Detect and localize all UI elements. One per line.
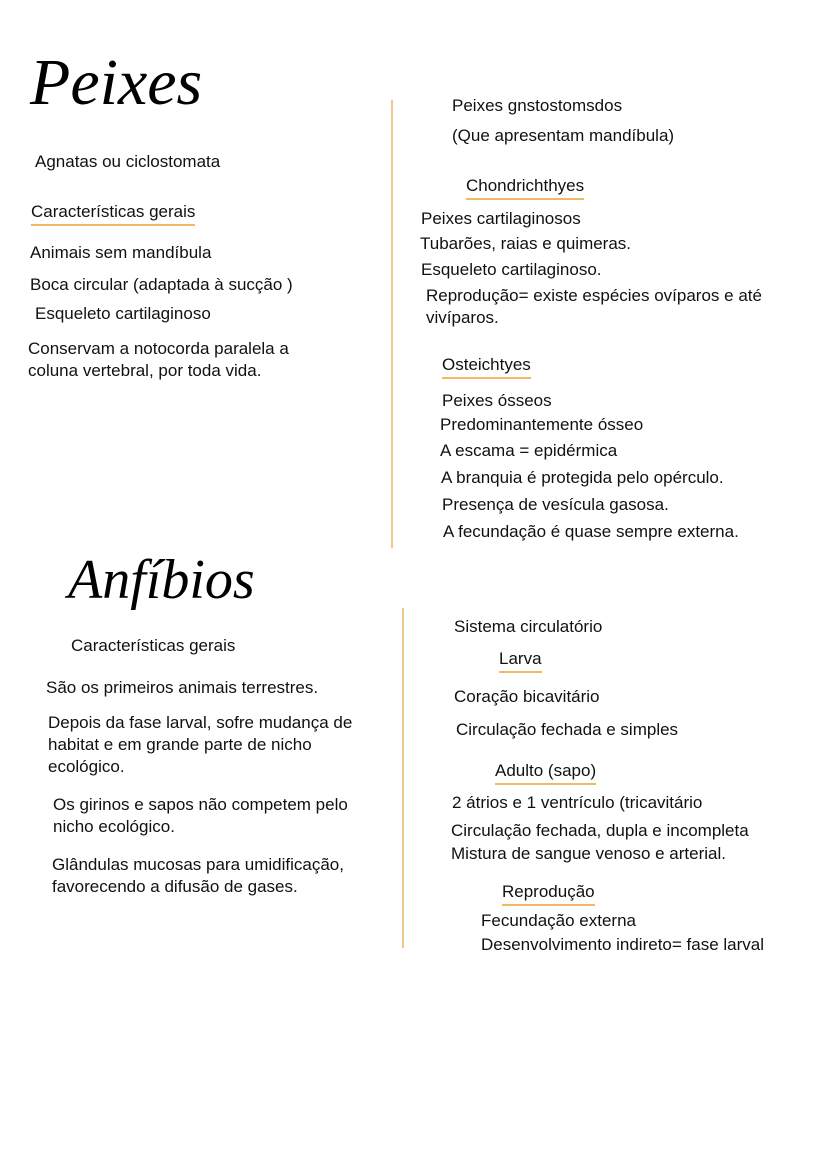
peixes-gnatostomados-sub: (Que apresentam mandíbula) <box>452 126 675 145</box>
osteichtyes-item: A escama = epidérmica <box>440 441 618 460</box>
osteichtyes-item: Presença de vesícula gasosa. <box>442 495 669 514</box>
peixes-caracteristicas-heading: Características gerais <box>31 201 195 226</box>
anfibios-divider <box>402 608 404 948</box>
larva-heading: Larva <box>499 648 542 673</box>
sistema-circulatorio-heading: Sistema circulatório <box>454 617 603 636</box>
peixes-item: Conservam a notocorda paralela a coluna vertebral, por toda vida. <box>28 339 289 380</box>
adulto-item: Mistura de sangue venoso e arterial. <box>451 844 726 863</box>
peixes-title: Peixes <box>30 46 203 119</box>
anfibios-title: Anfíbios <box>68 549 255 611</box>
osteichtyes-item: Peixes ósseos <box>442 391 552 410</box>
osteichtyes-heading: Osteichtyes <box>442 354 531 379</box>
osteichtyes-item: A fecundação é quase sempre externa. <box>443 522 739 541</box>
adulto-item: Circulação fechada, dupla e incompleta <box>451 821 749 840</box>
reproducao-item: Fecundação externa <box>481 911 636 930</box>
chondrichthyes-item: Esqueleto cartilaginoso. <box>421 260 602 279</box>
osteichtyes-item: Predominantemente ósseo <box>440 415 644 434</box>
reproducao-item: Desenvolvimento indireto= fase larval <box>481 935 765 954</box>
anfibios-item: Depois da fase larval, sofre mudança de habitat e em grande parte de nicho ecológico. <box>48 713 353 776</box>
chondrichthyes-item: Peixes cartilaginosos <box>421 209 581 228</box>
anfibios-caracteristicas-heading: Características gerais <box>71 636 236 655</box>
chondrichthyes-heading: Chondrichthyes <box>466 175 584 200</box>
anfibios-item: São os primeiros animais terrestres. <box>46 678 319 697</box>
anfibios-item: Os girinos e sapos não competem pelo nicho ecológico. <box>53 795 348 836</box>
anfibios-item: Glândulas mucosas para umidificação, favorecendo a difusão de gases. <box>52 855 344 896</box>
reproducao-heading: Reprodução <box>502 881 595 906</box>
peixes-item: Animais sem mandíbula <box>30 243 212 262</box>
chondrichthyes-item: Reprodução= existe espécies ovíparos e até vivíparos. <box>426 286 762 327</box>
peixes-item: Boca circular (adaptada à sucção ) <box>30 275 293 294</box>
peixes-gnatostomados-intro: Peixes gnstostomsdos <box>452 96 623 115</box>
peixes-item: Esqueleto cartilaginoso <box>35 304 211 323</box>
osteichtyes-item: A branquia é protegida pelo opérculo. <box>441 468 724 487</box>
larva-item: Coração bicavitário <box>454 687 600 706</box>
chondrichthyes-item: Tubarões, raias e quimeras. <box>420 234 632 253</box>
adulto-heading: Adulto (sapo) <box>495 760 596 785</box>
larva-item: Circulação fechada e simples <box>456 720 679 739</box>
peixes-divider <box>391 100 393 548</box>
peixes-agnatas-intro: Agnatas ou ciclostomata <box>35 152 221 171</box>
adulto-item: 2 átrios e 1 ventrículo (tricavitário <box>452 793 703 812</box>
